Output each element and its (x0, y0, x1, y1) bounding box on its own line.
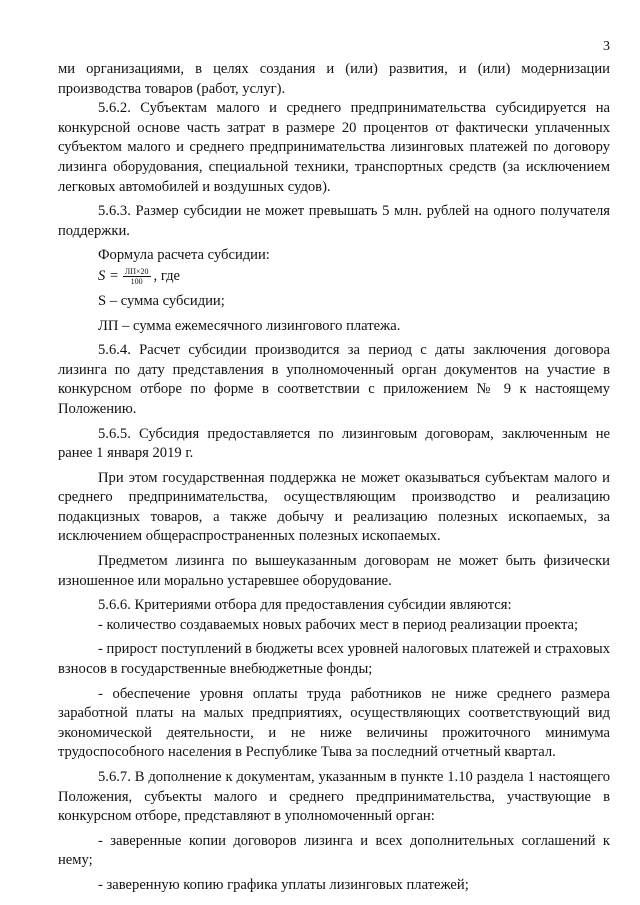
formula-caption: Формула расчета субсидии: (98, 247, 270, 264)
document-item-schedule: - заверенную копию графика уплаты лизинговых платежей; (98, 876, 469, 893)
formula-suffix: , где (153, 267, 180, 284)
subsidy-formula (58, 266, 610, 287)
page-number: 3 (603, 39, 610, 54)
definition-lp: ЛП – сумма ежемесячного лизингового платежа. (98, 317, 401, 334)
formula-lhs: S = (98, 267, 119, 284)
paragraph-5-6-7: 5.6.7. В дополнение к документам, указанным в пункте 1.10 раздела 1 настоящего Положения, субъекты малого и среднего предпринимательства, участвующие в конкурсном отборе, представляют в уполномоченный орган: (58, 769, 610, 825)
paragraph-5-6-3: 5.6.3. Размер субсидии не может превышать 5 млн. рублей на одного получателя поддержки. (58, 203, 610, 239)
paragraph-leasing-subject: Предметом лизинга по вышеуказанным договорам не может быть физически изношенное или морально устаревшее оборудование. (58, 553, 610, 589)
criteria-item-wages: - обеспечение уровня оплаты труда работников не ниже среднего размера заработной платы на малых предприятиях, осуществляющих соответствующий вид экономической деятельности, и не ниже величины прожиточного минимума трудоспособного населения в Республике Тыва за последний отчетный квартал. (58, 685, 610, 761)
definition-s: S – сумма субсидии; (98, 292, 225, 309)
paragraph-continuation: ми организациями, в целях создания и (или) развития, и (или) модернизации производства товаров (работ, услуг). (58, 61, 610, 97)
paragraph-5-6-5: 5.6.5. Субсидия предоставляется по лизинговым договорам, заключенным не ранее 1 января 2019 г. (58, 425, 610, 462)
paragraph-5-6-2: 5.6.2. Субъектам малого и среднего предпринимательства субсидируется на конкурсной основе часть затрат в размере 20 процентов от фактически уплаченных субъектом малого и среднего предпринимательства лизинговых платежей по договору лизинга оборудования, специальной техники, транспортных средств (за исключением легковых автомобилей и воздушных судов). (58, 100, 610, 195)
paragraph-5-6-4: 5.6.4. Расчет субсидии производится за период с даты заключения договора лизинга по дату представления в уполномоченный орган документов на участие в конкурсном отборе по форме в соответствии с приложением № 9 к настоящему Положению. (58, 342, 610, 417)
criteria-item-tax: - прирост поступлений в бюджеты всех уровней налоговых платежей и страховых взносов в государственные внебюджетные фонды; (58, 641, 610, 678)
paragraph-restriction: При этом государственная поддержка не может оказываться субъектам малого и среднего предпринимательства, осуществляющим производство и реализацию подакцизных товаров, а также добычу и реализацию полезных ископаемых, за исключением общераспространенных полезных ископаемых. (58, 469, 610, 545)
paragraph-5-6-6: 5.6.6. Критериями отбора для предоставления субсидии являются: (98, 597, 512, 614)
document-body (58, 60, 610, 896)
formula-denominator: 100 (130, 276, 143, 286)
document-item-contracts: - заверенные копии договоров лизинга и всех дополнительных соглашений к нему; (58, 832, 610, 869)
criteria-item-jobs: - количество создаваемых новых рабочих мест в период реализации проекта; (98, 616, 579, 633)
formula-numerator: ЛП×20 (124, 266, 149, 276)
formula-fraction (123, 267, 151, 286)
